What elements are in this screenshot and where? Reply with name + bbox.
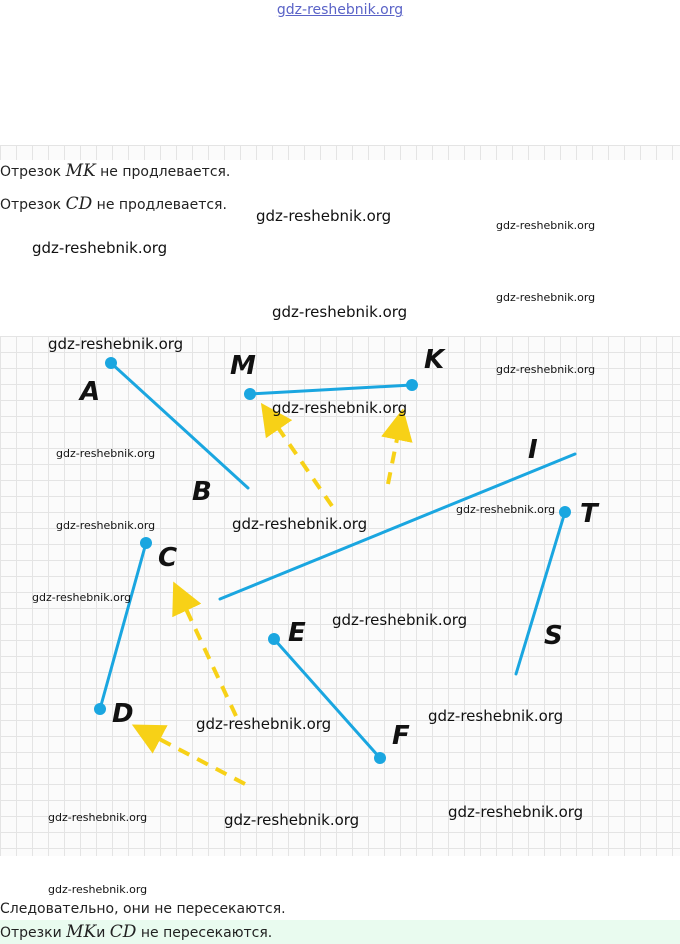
label-k: K [424,345,445,375]
watermark: gdz-reshebnik.org [496,219,596,232]
site-watermark-link[interactable]: gdz-reshebnik.org [276,2,404,18]
answer-suffix: не пересекаются. [136,925,273,941]
conclusion-text: Следовательно, они не пересекаются. [0,901,286,917]
point-d [94,703,106,715]
watermark: gdz-reshebnik.org [256,207,392,225]
grid-strip-top [0,145,680,160]
text-line-cd [0,195,227,214]
arrow-to-k [388,424,400,484]
watermark: gdz-reshebnik.org [56,519,156,532]
line1-suffix: не продлевается. [95,164,231,180]
watermark: gdz-reshebnik.org [48,811,148,824]
answer-mid: и [96,925,110,941]
answer-var1: MK [66,922,97,942]
watermark: gdz-reshebnik.org [48,335,184,353]
line2-suffix: не продлевается. [92,197,227,213]
watermark: gdz-reshebnik.org [48,883,148,896]
label-s: S [544,621,563,651]
text-line-mk [0,162,230,181]
label-f: F [392,721,410,751]
line2-prefix: Отрезок [0,197,66,213]
answer-var2: CD [109,922,137,942]
watermark: gdz-reshebnik.org [56,447,156,460]
watermark: gdz-reshebnik.org [496,363,596,376]
point-m [244,388,256,400]
watermark: gdz-reshebnik.org [272,399,408,417]
line1-prefix: Отрезок [0,164,66,180]
watermark: gdz-reshebnik.org [272,303,408,321]
point-k [406,379,418,391]
segment-cd [100,543,146,709]
point-t [559,506,571,518]
watermark: gdz-reshebnik.org [32,591,132,604]
line2-var: CD [65,194,93,214]
label-a: A [80,377,101,407]
arrow-to-d [146,732,245,784]
watermark: gdz-reshebnik.org [448,803,584,821]
watermark: gdz-reshebnik.org [224,811,360,829]
label-b: B [192,477,212,507]
segment-mk [250,385,412,394]
label-t: T [580,499,598,529]
arrow-to-c [180,596,236,716]
answer-prefix: Отрезки [0,925,67,941]
point-e [268,633,280,645]
line1-var: MK [65,161,96,181]
label-i: I [528,435,538,465]
label-e: E [288,618,306,648]
segment-ab [111,363,248,488]
answer-text [0,923,272,942]
point-c [140,537,152,549]
label-m: M [230,351,256,381]
watermark: gdz-reshebnik.org [332,611,468,629]
watermark: gdz-reshebnik.org [196,715,332,733]
watermark: gdz-reshebnik.org [496,291,596,304]
arrow-to-m [270,416,332,506]
point-f [374,752,386,764]
segment-ef [274,639,380,758]
label-d: D [112,699,134,729]
watermark: gdz-reshebnik.org [428,707,564,725]
point-a [105,357,117,369]
watermark: gdz-reshebnik.org [456,503,556,516]
watermark: gdz-reshebnik.org [32,239,168,257]
label-c: C [158,543,178,573]
watermark: gdz-reshebnik.org [232,515,368,533]
